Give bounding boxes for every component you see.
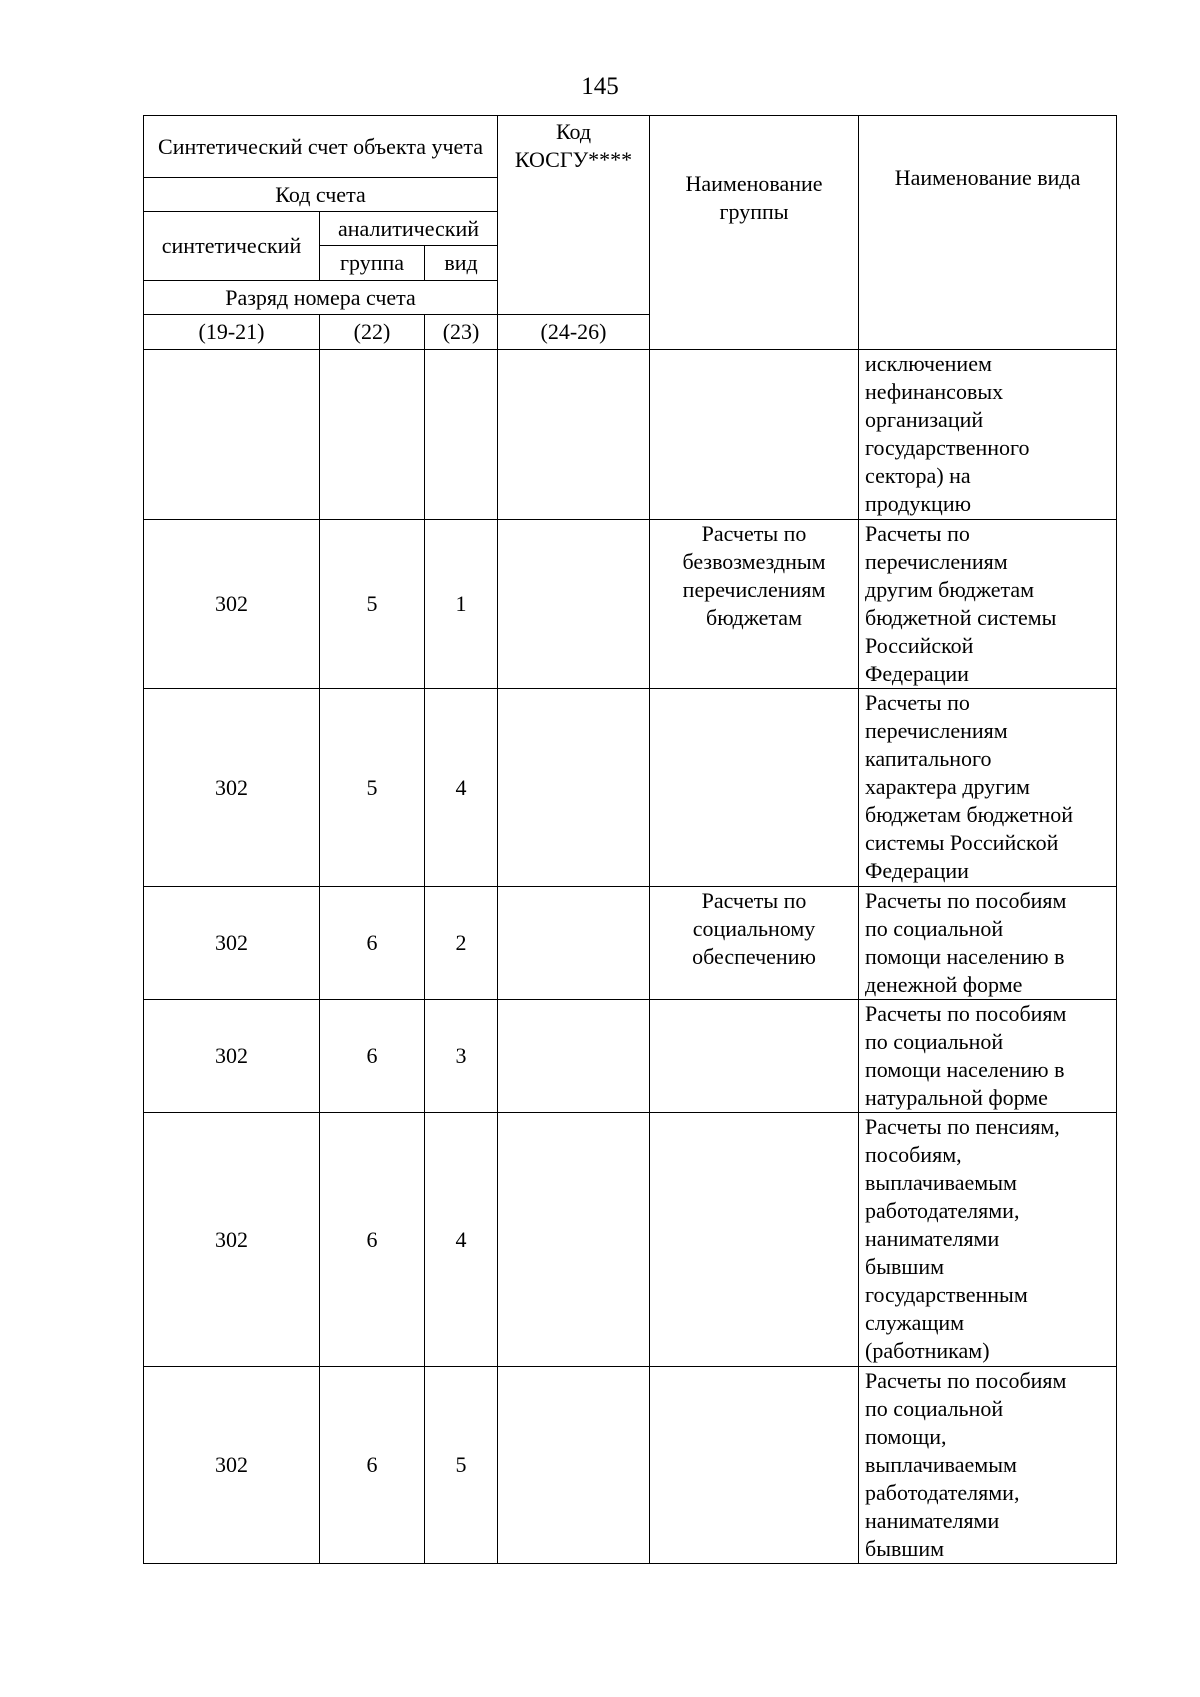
cell-synthetic: 302 — [144, 887, 320, 1000]
header-synthetic: синтетический — [144, 212, 320, 281]
header-col-type: (23) — [425, 315, 498, 350]
cell-group-name: Расчеты по социальному обеспечению — [650, 887, 859, 1000]
table-row — [144, 350, 1117, 520]
table-row — [144, 1113, 1117, 1367]
cell-kosgu — [498, 1000, 650, 1113]
cell-group-name — [650, 1000, 859, 1113]
header-col-kosgu: (24-26) — [498, 315, 650, 350]
table-row — [144, 520, 1117, 689]
cell-kosgu — [498, 1367, 650, 1564]
cell-type — [425, 350, 498, 520]
cell-kosgu — [498, 1113, 650, 1367]
cell-kosgu — [498, 350, 650, 520]
cell-group-name — [650, 1113, 859, 1367]
table-row — [144, 887, 1117, 1000]
cell-kosgu — [498, 689, 650, 887]
cell-type: 5 — [425, 1367, 498, 1564]
cell-group: 6 — [320, 1367, 425, 1564]
header-digit-number: Разряд номера счета — [144, 281, 498, 315]
header-synthetic-account: Синтетический счет объекта учета — [144, 116, 498, 178]
header-type: вид — [425, 246, 498, 281]
cell-type-name: Расчеты по перечислениям капитального характера другим бюджетам бюджетной системы Российской Федерации — [859, 689, 1117, 887]
cell-synthetic — [144, 350, 320, 520]
page-number: 145 — [581, 73, 619, 100]
cell-group: 5 — [320, 689, 425, 887]
header-col-group: (22) — [320, 315, 425, 350]
cell-type: 4 — [425, 1113, 498, 1367]
cell-kosgu — [498, 887, 650, 1000]
accounts-table — [143, 115, 1117, 1564]
cell-group-name — [650, 1367, 859, 1564]
cell-group-name: Расчеты по безвозмездным перечислениям бюджетам — [650, 520, 859, 689]
cell-group: 6 — [320, 1113, 425, 1367]
cell-group: 6 — [320, 1000, 425, 1113]
cell-type-name: Расчеты по перечислениям другим бюджетам бюджетной системы Российской Федерации — [859, 520, 1117, 689]
cell-type-name: Расчеты по пенсиям, пособиям, выплачиваемым работодателями, нанимателями бывшим государственным служащим (работникам) — [859, 1113, 1117, 1367]
cell-synthetic: 302 — [144, 520, 320, 689]
cell-group — [320, 350, 425, 520]
cell-type: 4 — [425, 689, 498, 887]
cell-kosgu — [498, 520, 650, 689]
cell-type-name: Расчеты по пособиям по социальной помощи населению в натуральной форме — [859, 1000, 1117, 1113]
cell-synthetic: 302 — [144, 1367, 320, 1564]
cell-type: 2 — [425, 887, 498, 1000]
cell-type-name: исключением нефинансовых организаций государственного сектора) на продукцию — [859, 350, 1117, 520]
header-group: группа — [320, 246, 425, 281]
cell-type-name: Расчеты по пособиям по социальной помощи населению в денежной форме — [859, 887, 1117, 1000]
cell-group: 5 — [320, 520, 425, 689]
cell-synthetic: 302 — [144, 1113, 320, 1367]
header-type-name: Наименование вида — [859, 116, 1117, 350]
table-row — [144, 689, 1117, 887]
cell-group-name — [650, 350, 859, 520]
header-kosgu: Код КОСГУ**** — [498, 116, 650, 315]
cell-group-name — [650, 689, 859, 887]
table-row — [144, 1367, 1117, 1564]
header-group-name: Наименование группы — [650, 116, 859, 350]
cell-type: 3 — [425, 1000, 498, 1113]
header-account-code: Код счета — [144, 178, 498, 212]
cell-type: 1 — [425, 520, 498, 689]
header-analytical: аналитический — [320, 212, 498, 246]
header-row-1 — [144, 116, 1117, 178]
cell-type-name: Расчеты по пособиям по социальной помощи, выплачиваемым работодателями, нанимателями бывшим — [859, 1367, 1117, 1564]
cell-synthetic: 302 — [144, 1000, 320, 1113]
table-row — [144, 1000, 1117, 1113]
cell-group: 6 — [320, 887, 425, 1000]
cell-synthetic: 302 — [144, 689, 320, 887]
header-col-synthetic: (19-21) — [144, 315, 320, 350]
